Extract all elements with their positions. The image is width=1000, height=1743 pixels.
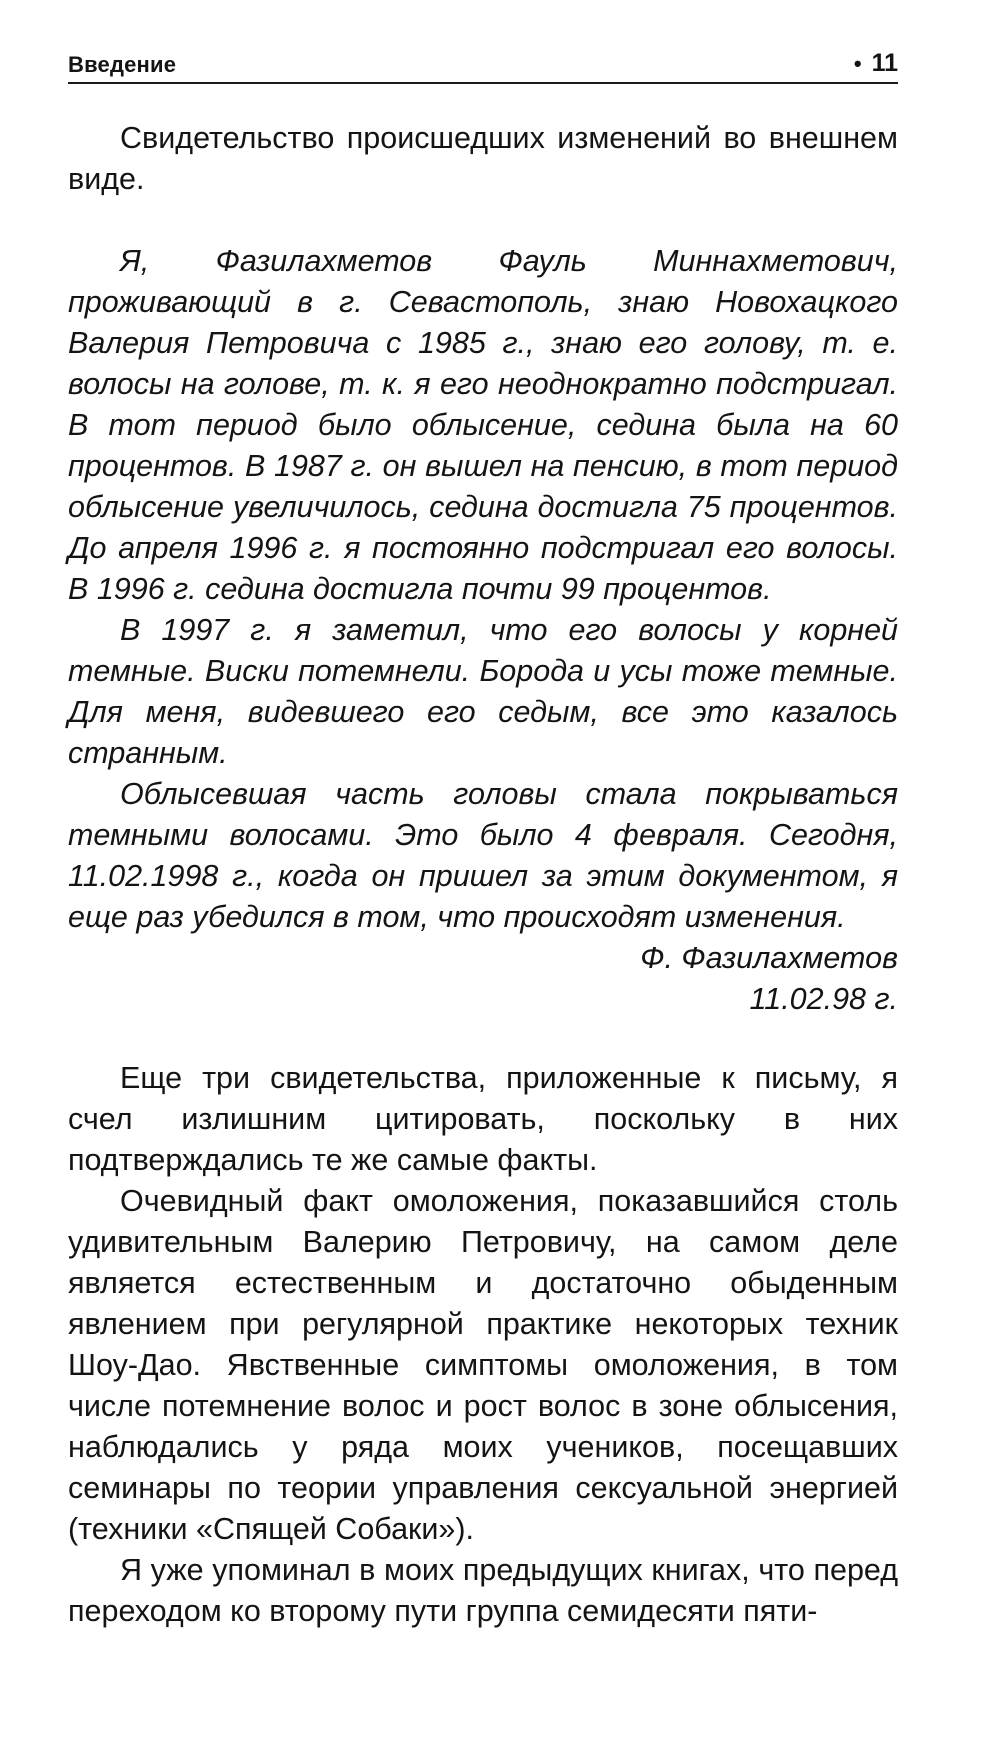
signature-date: 11.02.98 г. <box>749 982 898 1016</box>
running-header <box>68 40 898 84</box>
testimony-paragraph: В 1997 г. я заметил, что его волосы у корней темные. Виски потемнели. Борода и усы тоже темные. Для меня, видевшего его седым, все это казалось странным. <box>68 613 898 770</box>
body-paragraph: Еще три свидетельства, приложенные к письму, я счел излишним цитировать, поскольку в них подтверждались те же самые факты. <box>68 1061 898 1177</box>
body-paragraph: Очевидный факт омоложения, показавшийся столь удивительным Валерию Петровичу, на самом деле является естественным и достаточно обыденным явлением при регулярной практике некоторых техник Шоу-Дао. Явственные симптомы омоложения, в том числе потемнение волос и рост волос в зоне облысения, наблюдались у ряда моих учеников, посещавших семинары по теории управления сексуальной энергией (техники «Спящей Собаки»). <box>68 1184 898 1546</box>
body-text <box>68 1058 898 1632</box>
intro-paragraph: Свидетельство происшедших изменений во внешнем виде. <box>68 121 898 196</box>
signature-name: Ф. Фазилахметов <box>640 941 898 975</box>
testimony-block <box>68 241 898 1020</box>
page-number-block <box>854 49 898 78</box>
book-page <box>68 40 898 1632</box>
body-paragraph: Я уже упоминал в моих предыдущих книгах, что перед переходом ко второму пути группа семидесяти пяти- <box>68 1553 898 1628</box>
testimony-paragraph: Облысевшая часть головы стала покрываться темными волосами. Это было 4 февраля. Сегодня, 11.02.1998 г., когда он пришел за этим документом, я еще раз убедился в том, что происходят изменения. <box>68 777 898 934</box>
testimony-paragraph: Я, Фазилахметов Фауль Миннахметович, проживающий в г. Севастополь, знаю Новохацкого Валерия Петровича с 1985 г., знаю его голову, т. е. волосы на голове, т. к. я его неоднократно подстригал. В тот период было облысение, седина была на 60 процентов. В 1987 г. он вышел на пенсию, в тот период облысение увеличилось, седина достигла 75 процентов. До апреля 1996 г. я постоянно подстригал его волосы. В 1996 г. седина достигла почти 99 процентов. <box>68 244 898 606</box>
section-title: Введение <box>68 52 177 77</box>
bullet-icon: • <box>853 51 862 76</box>
page-number: 11 <box>871 49 898 77</box>
